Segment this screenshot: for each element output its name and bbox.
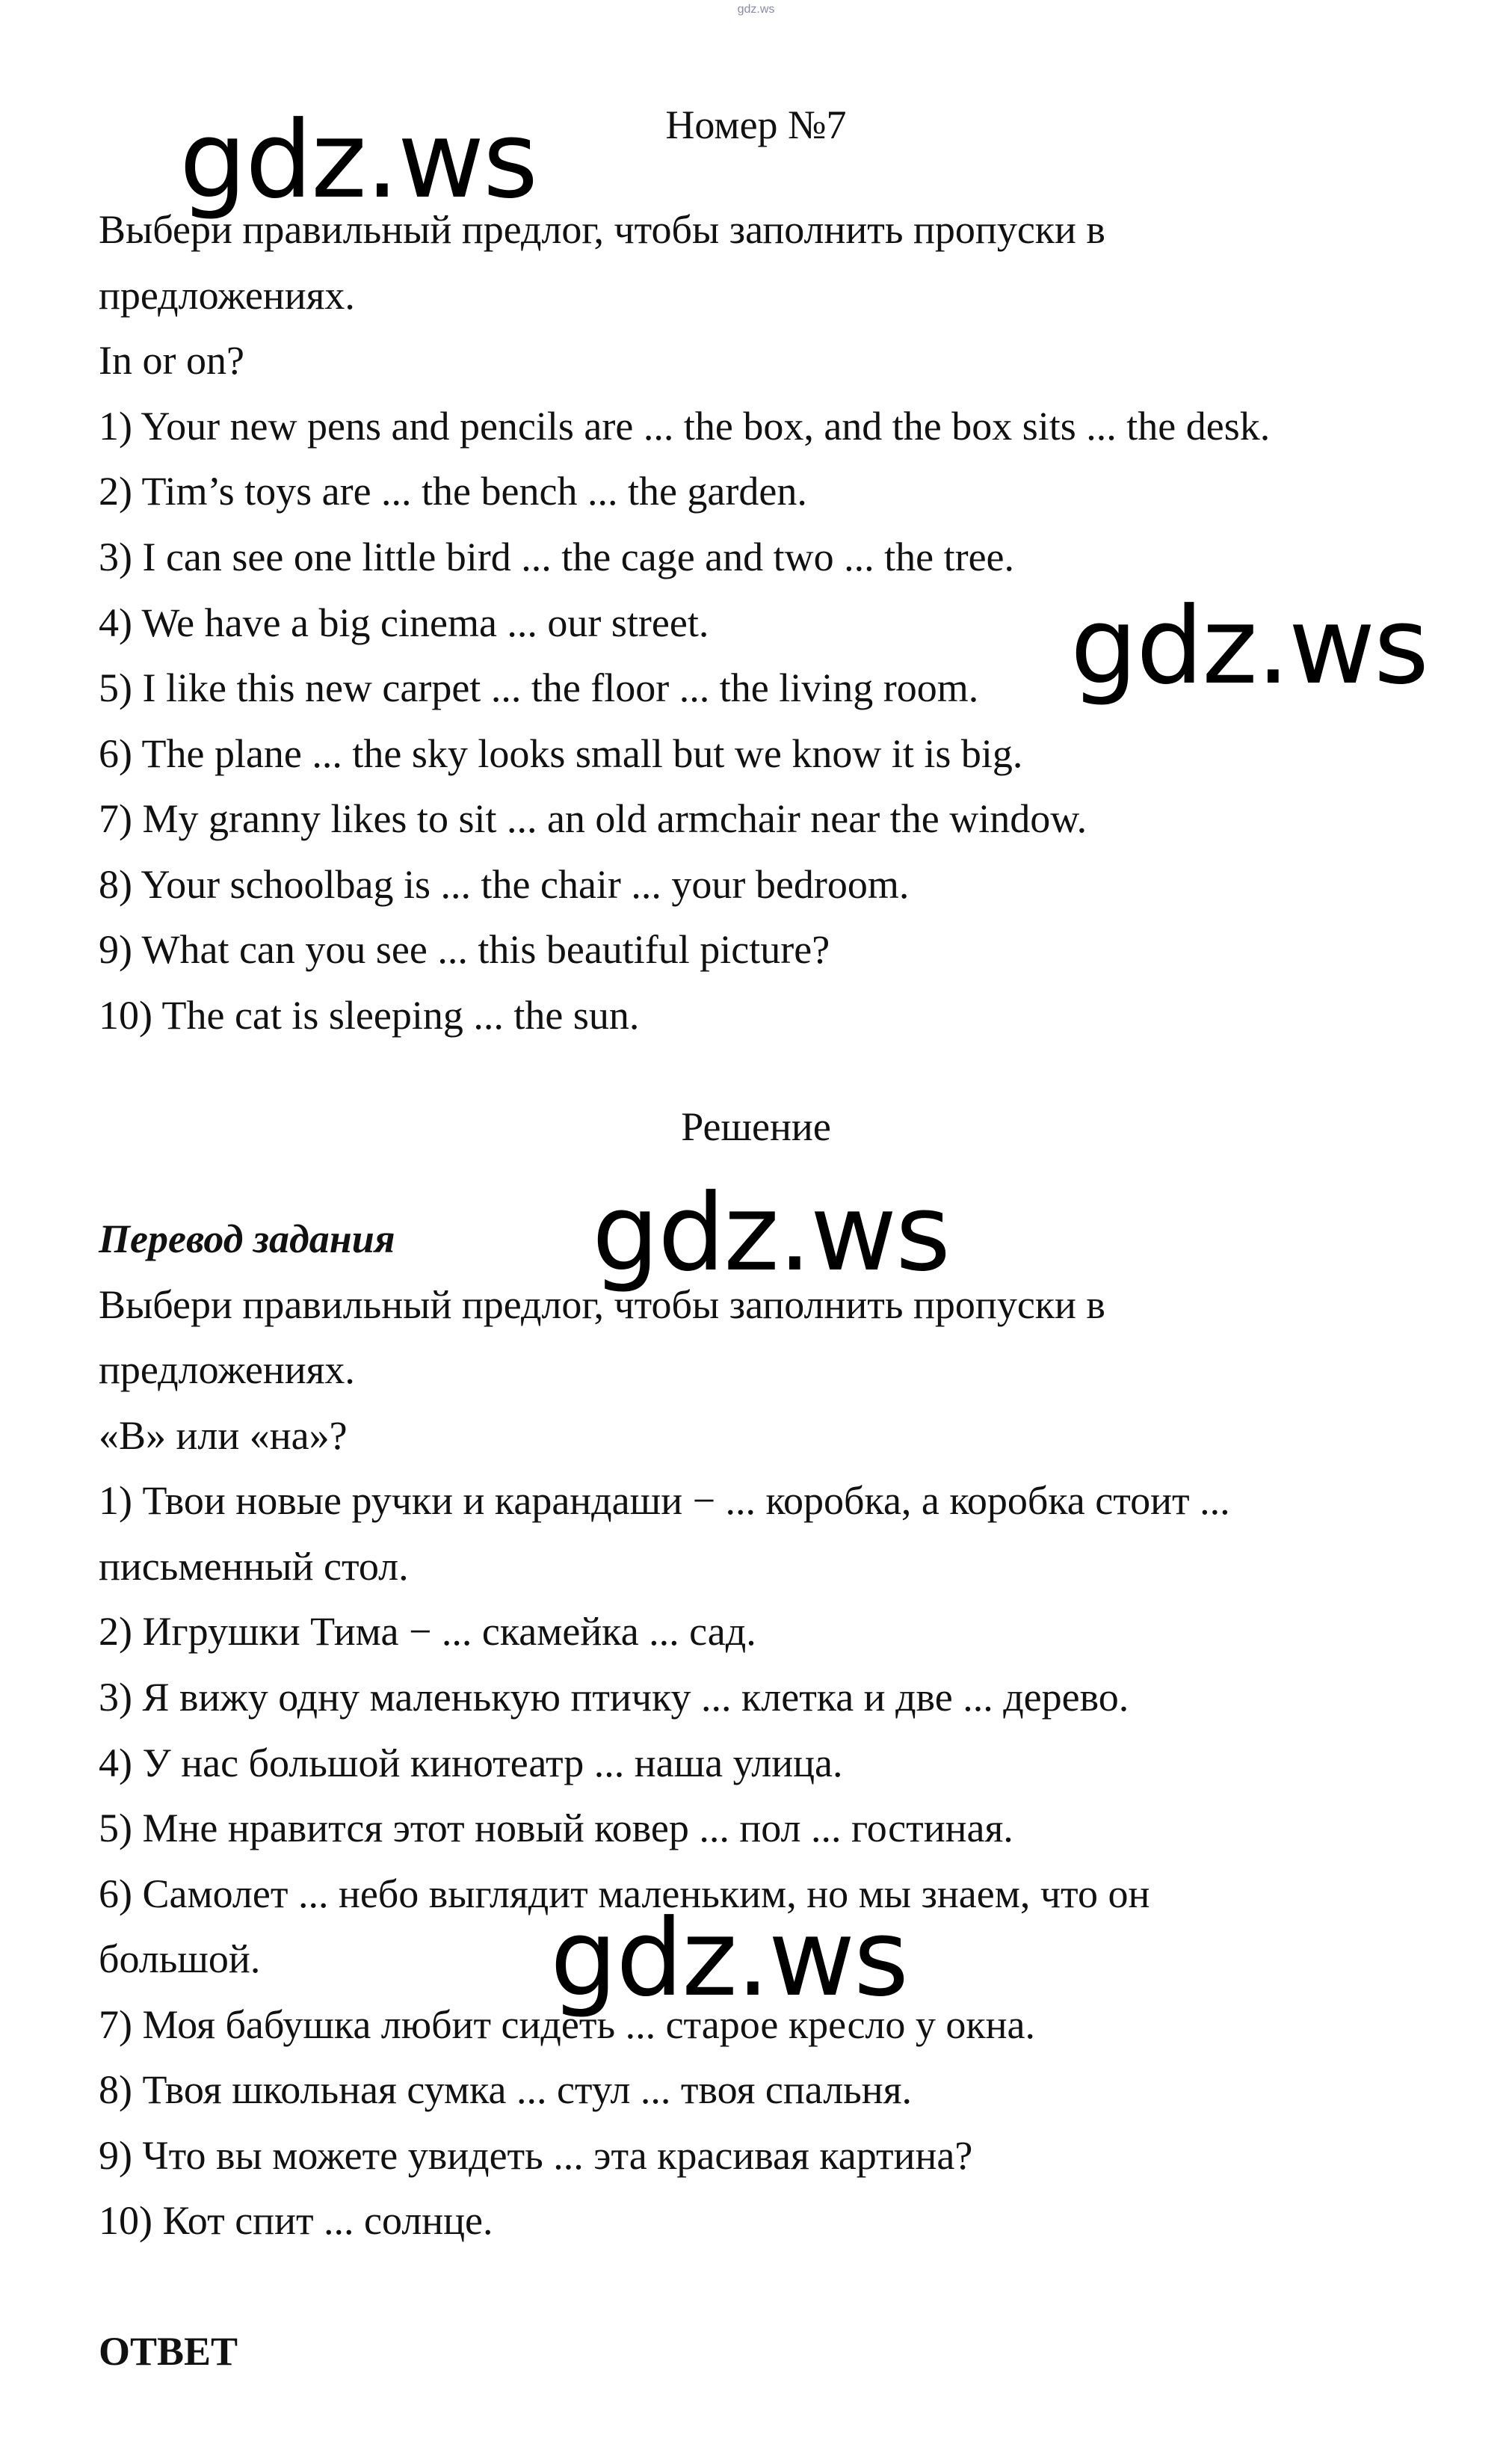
translation-line-7: 6) Самолет ... небо выглядит маленьким, но мы знаем, что он (99, 1871, 1150, 1916)
task-sentence-4: 4) We have a big cinema ... our street. (99, 600, 709, 645)
task-sentence-9: 9) What can you see ... this beautiful picture? (99, 927, 830, 972)
translation-line-12: 10) Кот спит ... солнце. (99, 2198, 493, 2243)
task-instruction-line-2: предложениях. (99, 273, 355, 318)
task-sentence-10: 10) The cat is sleeping ... the sun. (99, 993, 640, 1038)
translation-line-2: письменный стол. (99, 1544, 409, 1589)
task-sentence-5: 5) I like this new carpet ... the floor ... the living room. (99, 665, 979, 710)
watermark-4: gdz.ws (550, 1897, 908, 2020)
task-instruction-line-1: Выбери правильный предлог, чтобы заполнить пропуски в (99, 207, 1105, 252)
translation-line-4: 3) Я вижу одну маленькую птичку ... клетка и две ... дерево. (99, 1675, 1129, 1720)
translation-line-10: 8) Твоя школьная сумка ... стул ... твоя спальня. (99, 2067, 913, 2112)
task-sentence-6: 6) The plane ... the sky looks small but we know it is big. (99, 731, 1023, 776)
task-sentence-8: 8) Your schoolbag is ... the chair ... your bedroom. (99, 862, 910, 907)
translation-instruction-line-2: предложениях. (99, 1347, 355, 1392)
solution-heading: Решение (681, 1104, 831, 1149)
task-sentence-7: 7) My granny likes to sit ... an old armchair near the window. (99, 796, 1087, 841)
translation-line-5: 4) У нас большой кинотеатр ... наша улица. (99, 1741, 843, 1785)
task-question: In or on? (99, 338, 244, 383)
translation-heading: Перевод задания (99, 1216, 395, 1261)
translation-line-6: 5) Мне нравится этот новый ковер ... пол ... гостиная. (99, 1806, 1013, 1850)
translation-line-11: 9) Что вы можете увидеть ... эта красивая картина? (99, 2133, 973, 2178)
task-sentence-2: 2) Tim’s toys are ... the bench ... the garden. (99, 469, 807, 514)
task-sentence-3: 3) I can see one little bird ... the cage and two ... the tree. (99, 535, 1015, 579)
watermark-2: gdz.ws (1070, 585, 1428, 708)
translation-line-3: 2) Игрушки Тима − ... скамейка ... сад. (99, 1609, 756, 1654)
translation-question: «В» или «на»? (99, 1413, 348, 1458)
translation-instruction-line-1: Выбери правильный предлог, чтобы заполнить пропуски в (99, 1282, 1105, 1327)
watermark-3: gdz.ws (592, 1172, 950, 1295)
top-watermark-text: gdz.ws (737, 3, 775, 16)
translation-line-8: большой. (99, 1936, 261, 1981)
translation-line-1: 1) Твои новые ручки и карандаши − ... коробка, а коробка стоит ... (99, 1478, 1230, 1523)
page-title: Номер №7 (665, 102, 847, 147)
task-sentence-1: 1) Your new pens and pencils are ... the box, and the box sits ... the desk. (99, 404, 1271, 449)
answer-heading: ОТВЕТ (99, 2329, 238, 2374)
translation-line-9: 7) Моя бабушка любит сидеть ... старое кресло у окна. (99, 2002, 1035, 2047)
watermark-1: gdz.ws (179, 99, 537, 222)
